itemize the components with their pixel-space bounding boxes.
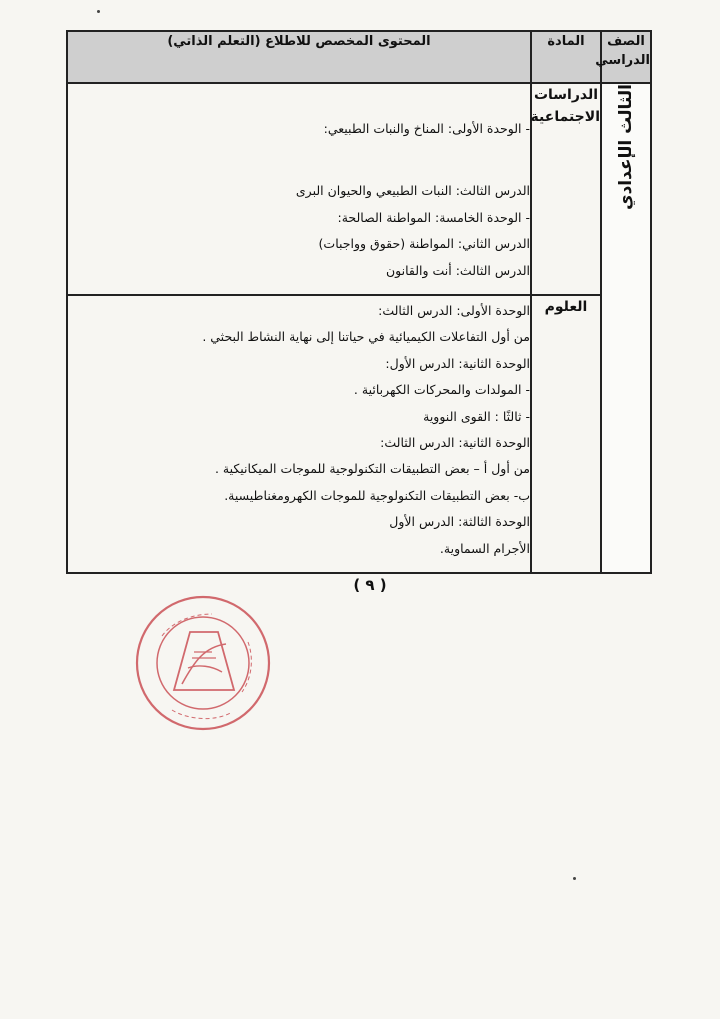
content-line bbox=[68, 168, 530, 178]
scan-speck bbox=[573, 877, 576, 880]
content-line: - الوحدة الخامسة: المواطنة الصالحة: bbox=[337, 209, 530, 225]
content-line: الدرس الثالث: النبات الطبيعي والحيوان البرى bbox=[295, 183, 530, 199]
content-line: من أول التفاعلات الكيميائية في حياتنا إلى نهاية النشاط البحثي . bbox=[202, 329, 530, 345]
content-line: - المولدات والمحركات الكهربائية . bbox=[353, 382, 530, 398]
content-line: الدرس الثاني: المواطنة (حقوق وواجبات) bbox=[318, 236, 530, 252]
scan-speck bbox=[97, 10, 100, 13]
content-line: - الوحدة الأولى: المناخ والنبات الطبيعي: bbox=[323, 121, 530, 136]
content-line: الدرس الثالث: أنت والقانون bbox=[385, 262, 530, 278]
content-social-studies bbox=[67, 83, 531, 295]
content-line: الوحدة الثانية: الدرس الثالث: bbox=[380, 435, 530, 451]
content-line: - ثالثًا : القوى النووية bbox=[423, 408, 530, 424]
content-line: من أول أ – بعض التطبيقات التكنولوجية للموجات الميكانيكية . bbox=[214, 461, 530, 477]
subject-social-studies: الدراسات الاجتماعية bbox=[531, 83, 601, 295]
content-table bbox=[66, 30, 652, 574]
content-line: الوحدة الأولى: الدرس الثالث: bbox=[378, 303, 530, 318]
grade-label: الثالث الإعدادي bbox=[616, 84, 636, 210]
table-row-science bbox=[67, 295, 651, 573]
table-row-social-studies bbox=[67, 83, 651, 295]
content-line: الوحدة الثانية: الدرس الأول: bbox=[385, 355, 530, 371]
content-line bbox=[68, 142, 530, 168]
grade-cell bbox=[601, 83, 651, 573]
content-science bbox=[67, 295, 531, 573]
content-line: ب- بعض التطبيقات التكنولوجية للموجات الكهرومغناطيسية. bbox=[224, 487, 530, 503]
header-subject: المادة bbox=[531, 31, 601, 83]
subject-science: العلوم bbox=[531, 295, 601, 573]
content-line: الأجرام السماوية. bbox=[439, 540, 530, 556]
official-stamp-icon bbox=[132, 592, 274, 734]
header-row bbox=[67, 31, 651, 83]
header-content: المحتوى المخصص للاطلاع (التعلم الذاتي) bbox=[67, 31, 531, 83]
page-number: ( ٩ ) bbox=[353, 576, 387, 594]
header-grade: الصف الدراسي bbox=[601, 31, 651, 83]
content-line: الوحدة الثالثة: الدرس الأول bbox=[389, 514, 530, 530]
